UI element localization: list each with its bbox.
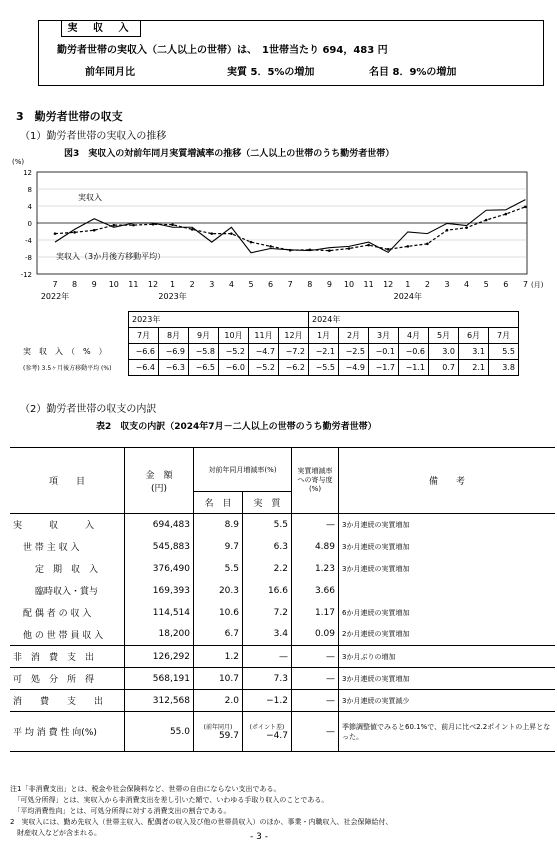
cell-sub-label: (前年同月) [203, 724, 233, 731]
table-cell: −5.5 [309, 360, 339, 376]
series-point [230, 232, 233, 235]
cell-amount: 169,393 [152, 585, 190, 596]
note-line: 財産収入などが含まれる。 [10, 829, 101, 837]
year-2023-header: 2023年 [129, 312, 309, 328]
table-cell: −2.5 [339, 344, 369, 360]
series-point [387, 248, 390, 251]
x-tick-label: 11 [363, 280, 374, 289]
cell-item: 非 消 費 支 出 [13, 653, 95, 663]
cell-real: 5.5 [273, 519, 288, 530]
year-label-2022: 2022年 [40, 292, 70, 301]
header-real: 実 質 [243, 492, 292, 514]
x-tick-label: 10 [108, 280, 119, 289]
cell-nominal: 10.6 [218, 607, 239, 618]
summary-line1: 勤労者世帯の実収入（二人以上の世帯）は、 1世帯当たり 694，483 円 [57, 45, 388, 56]
series-line-real-income [55, 200, 525, 253]
header-note: 備 考 [339, 448, 556, 514]
x-tick-label: 2 [424, 280, 430, 289]
row-label-real-income: 実 収 入 （ % ） [20, 344, 129, 360]
line-chart [0, 156, 557, 306]
cell-real: 3.4 [273, 629, 288, 640]
month-header: 3月 [369, 328, 399, 344]
series-point [54, 232, 57, 235]
y-tick-label: -4 [25, 237, 32, 245]
month-header: 7月 [489, 328, 519, 344]
cell-note: 3か月連続の実質増加 [342, 542, 410, 551]
cell-note: 3か月連続の実質増加 [342, 564, 410, 573]
summary-nominal-change: 名目 8．9%の増加 [369, 67, 457, 78]
series-point [132, 224, 135, 227]
x-tick-label: 9 [91, 280, 97, 289]
note-line: 「平均消費性向」とは、可処分所得に対する消費支出の割合である。 [10, 807, 231, 815]
summary-box [38, 20, 544, 86]
monthly-table [20, 311, 519, 376]
table-cell: −6.0 [219, 360, 249, 376]
x-tick-label: 1 [170, 280, 176, 289]
table-cell: −6.6 [129, 344, 159, 360]
cell-nominal: 10.7 [218, 673, 239, 684]
cell-item: 実 収 入 [13, 521, 95, 532]
series-point [465, 226, 468, 229]
cell-contrib: 3.66 [314, 585, 335, 596]
year-label-2023: 2023年 [158, 292, 187, 301]
cell-note: 3か月連続の実質増加 [342, 674, 410, 683]
month-header: 2月 [339, 328, 369, 344]
x-tick-label: 12 [147, 280, 159, 289]
series-point [269, 245, 272, 248]
cell-nominal: 59.7 [218, 731, 239, 741]
cell-note: 6か月連続の実質増加 [342, 608, 410, 617]
header-item: 項 目 [10, 448, 125, 514]
cell-nominal: 1.2 [224, 651, 239, 662]
table-row [10, 646, 555, 668]
figure-title: 図3 実収入の対前年同月実質増減率の推移（二人以上の世帯のうち勤労者世帯） [64, 149, 395, 159]
x-tick-label: 4 [464, 280, 470, 289]
cell-note: 3か月ぶりの増加 [342, 652, 396, 661]
cell-item: 他 の 世 帯 員 収 入 [23, 630, 104, 641]
cell-amount: 376,490 [152, 563, 190, 574]
table-row [10, 558, 555, 580]
year-2024-header: 2024年 [309, 312, 519, 328]
series-point [73, 231, 76, 234]
summary-box-title: 実 収 入 [61, 20, 141, 37]
series-point [191, 228, 194, 231]
cell-real: 7.3 [273, 673, 288, 684]
cell-real: 7.2 [273, 607, 288, 618]
table-cell: −4.7 [249, 344, 279, 360]
cell-nominal: 20.3 [218, 585, 239, 596]
subsection-2: （2）勤労者世帯の収支の内訳 [20, 404, 157, 415]
cell-real: −4.7 [266, 731, 288, 741]
x-axis-unit: (月) [531, 281, 544, 289]
cell-amount: 545,883 [152, 541, 190, 552]
cell-note: 3か月連続の実質増加 [342, 520, 410, 529]
table-row [10, 602, 555, 624]
x-tick-label: 2 [189, 280, 195, 289]
cell-real: — [279, 651, 288, 662]
header-yen: (円) [150, 483, 168, 494]
cell-real: 6.3 [273, 541, 288, 552]
note-line: 「可処分所得」とは、実収入から非消費支出を差し引いた額で、いわゆる手取り収入のことである。 [10, 796, 329, 804]
y-axis-unit: (%) [12, 158, 25, 166]
y-tick-label: 12 [23, 169, 32, 177]
series-point [446, 229, 449, 232]
x-tick-label: 4 [228, 280, 234, 289]
cell-nominal: 9.7 [224, 541, 239, 552]
series-point [348, 247, 351, 250]
series-point [367, 244, 370, 247]
page-number: - 3 - [250, 832, 268, 842]
x-tick-label: 5 [248, 280, 254, 289]
table-row [10, 712, 555, 752]
series-point [407, 245, 410, 248]
year-label-2024: 2024年 [393, 292, 422, 301]
cell-amount: 312,568 [152, 695, 190, 706]
series-point [171, 223, 174, 226]
cell-nominal: 6.7 [224, 629, 239, 640]
month-header: 1月 [309, 328, 339, 344]
notes [10, 784, 550, 839]
table-cell: −0.6 [399, 344, 429, 360]
month-header: 10月 [219, 328, 249, 344]
cell-amount: 55.0 [169, 726, 190, 737]
month-header: 9月 [189, 328, 219, 344]
table-cell: −4.9 [339, 360, 369, 376]
month-header: 6月 [459, 328, 489, 344]
y-tick-label: 4 [27, 203, 32, 211]
x-axis-labels [41, 280, 544, 301]
cell-contrib: — [326, 519, 335, 530]
table-row [10, 690, 555, 712]
cell-note: 季節調整値でみると60.1%で、前月に比べ2.2ポイントの上昇となった。 [342, 722, 551, 741]
table-row [10, 624, 555, 646]
x-tick-label: 6 [268, 280, 274, 289]
summary-yoy-label: 前年同月比 [85, 67, 135, 78]
cell-amount: 126,292 [152, 651, 190, 662]
cell-contrib: — [326, 695, 335, 706]
cell-amount: 568,191 [152, 673, 190, 684]
table-cell: 2.1 [459, 360, 489, 376]
series-point [309, 248, 312, 251]
x-tick-label: 7 [287, 280, 293, 289]
cell-item: 消 費 支 出 [13, 697, 104, 707]
subsection-1: （1）勤労者世帯の実収入の推移 [20, 131, 167, 142]
cell-contrib: — [326, 651, 335, 662]
row-label-moving-average: (参考) 3.5ヶ月後方移動平均 (%) [20, 360, 129, 376]
header-amount: 金 額 [145, 470, 173, 481]
x-tick-label: 8 [307, 280, 313, 289]
month-header: 5月 [429, 328, 459, 344]
cell-contrib: 1.17 [314, 607, 335, 618]
series-point [113, 224, 116, 227]
table-cell: 5.5 [489, 344, 519, 360]
table-cell: −6.3 [159, 360, 189, 376]
table-cell: −1.1 [399, 360, 429, 376]
table-row [10, 536, 555, 558]
note-line: 2 実収入には、勤め先収入（世帯主収入、配偶者の収入及び他の世帯員収入）のほか、事業・内職収入、社会保障給付、 [10, 818, 393, 826]
x-tick-label: 9 [326, 280, 332, 289]
x-tick-label: 3 [444, 280, 450, 289]
x-tick-label: 5 [483, 280, 489, 289]
month-header: 7月 [129, 328, 159, 344]
cell-contrib: 0.09 [314, 629, 335, 640]
series-point [426, 243, 429, 246]
series-point [328, 249, 331, 252]
month-header: 8月 [159, 328, 189, 344]
cell-contrib: 1.23 [314, 563, 335, 574]
cell-amount: 694,483 [152, 519, 190, 530]
table-cell: 3.0 [429, 344, 459, 360]
cell-note: 3か月連続の実質減少 [342, 696, 410, 705]
cell-nominal: 5.5 [224, 563, 239, 574]
x-tick-label: 7 [52, 280, 58, 289]
table-row [10, 514, 555, 536]
series-point [289, 249, 292, 252]
x-tick-label: 10 [343, 280, 355, 289]
table-cell: −0.1 [369, 344, 399, 360]
table-cell: −7.2 [279, 344, 309, 360]
cell-sub-label: (ポイント差) [249, 724, 285, 731]
cell-nominal: 2.0 [224, 695, 239, 706]
header-yoy: 対前年同月増減率(%) [194, 448, 292, 492]
annotation-real-income: 実収入 [78, 193, 102, 202]
month-header: 4月 [399, 328, 429, 344]
cell-nominal: 8.9 [224, 519, 239, 530]
cell-item: 臨時収入・賞与 [35, 587, 99, 597]
cell-real: −1.2 [266, 695, 288, 706]
table-cell: 0.7 [429, 360, 459, 376]
table2-title: 表2 収支の内訳（2024年7月－二人以上の世帯のうち勤労者世帯） [96, 422, 377, 432]
table-cell: −6.5 [189, 360, 219, 376]
series-point [505, 213, 508, 216]
header-nominal: 名 目 [194, 492, 243, 514]
table-cell: −6.2 [279, 360, 309, 376]
section-heading: 3 勤労者世帯の収支 [16, 110, 123, 123]
table-cell: −6.4 [129, 360, 159, 376]
table-row [10, 580, 555, 602]
month-header: 12月 [279, 328, 309, 344]
series-point [524, 206, 527, 209]
x-tick-label: 3 [209, 280, 215, 289]
table-cell: −5.8 [189, 344, 219, 360]
table-cell: −5.2 [219, 344, 249, 360]
table-cell: 3.8 [489, 360, 519, 376]
cell-real: 16.6 [267, 585, 288, 596]
series-point [152, 223, 155, 226]
cell-contrib: — [326, 673, 335, 684]
header-contribution: 実質増減率への寄与度(%) [292, 448, 339, 514]
x-tick-label: 1 [405, 280, 411, 289]
cell-item: 可 処 分 所 得 [13, 675, 95, 685]
y-tick-label: -12 [20, 271, 32, 279]
cell-amount: 114,514 [152, 607, 190, 618]
table-cell: −1.7 [369, 360, 399, 376]
cell-item: 平 均 消 費 性 向(%) [13, 728, 97, 738]
x-tick-label: 12 [383, 280, 394, 289]
series-point [93, 229, 96, 232]
table-cell: −6.9 [159, 344, 189, 360]
cell-amount: 18,200 [158, 629, 190, 640]
x-tick-label: 8 [72, 280, 78, 289]
table-cell: −5.2 [249, 360, 279, 376]
month-header: 11月 [249, 328, 279, 344]
table-cell: 3.1 [459, 344, 489, 360]
cell-contrib: 4.89 [314, 541, 335, 552]
budget-table [10, 447, 555, 752]
summary-real-change: 実質 5．5%の増加 [227, 67, 315, 78]
cell-item: 世 帯 主 収 入 [23, 543, 80, 553]
x-tick-label: 11 [128, 280, 139, 289]
series-line-moving-average [55, 207, 525, 251]
series-point [211, 232, 214, 235]
cell-item: 定 期 収 入 [35, 565, 99, 575]
cell-contrib: — [326, 726, 335, 737]
chart-marks [54, 200, 527, 253]
note-line: 注1「非消費支出」とは、税金や社会保険料など、世帯の自由にならない支出である。 [10, 785, 281, 793]
y-tick-label: -8 [25, 254, 32, 262]
x-tick-label: 7 [522, 280, 528, 289]
cell-note: 2か月連続の実質増加 [342, 630, 410, 639]
annotation-moving-average: 実収入（3か月後方移動平均） [56, 252, 166, 261]
table-row [10, 668, 555, 690]
cell-real: 2.2 [273, 563, 288, 574]
cell-item: 配 偶 者 の 収 入 [23, 609, 92, 619]
series-point [485, 219, 488, 222]
series-point [250, 241, 253, 244]
y-tick-label: 0 [27, 220, 32, 228]
y-tick-label: 8 [27, 186, 32, 194]
x-tick-label: 6 [503, 280, 509, 289]
table-cell: −2.1 [309, 344, 339, 360]
